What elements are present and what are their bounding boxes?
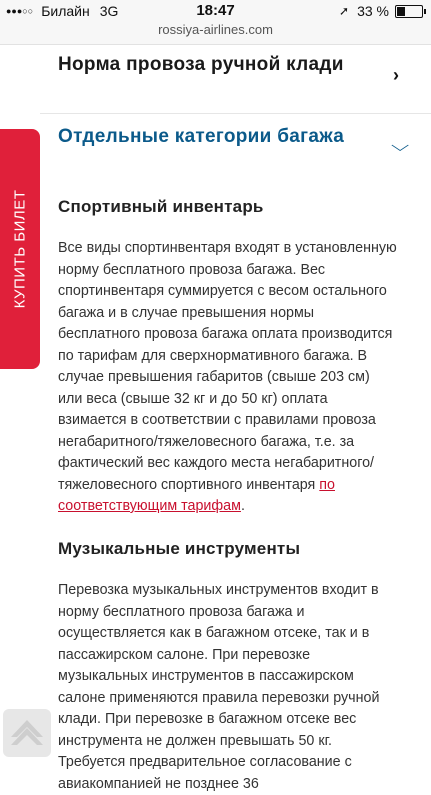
music-paragraph: Перевозка музыкальных инструментов входит в норму бесплатного провоза багажа и осуществляется как в багажном отсеке, так и в пассажирском салоне. При перевозке музыкальных инструментов в пассажирском салоне применяются правила перевозки ручной клади. При перевозке в багажном отсеке вес инструмента не должен превышать 50 кг. Требуется предварительное согласование с авиакомпанией не позднее 36: [58, 582, 380, 792]
accordion-title: Отдельные категории багажа: [58, 126, 345, 147]
section-title-music: Музыкальные инструменты: [58, 539, 301, 558]
scroll-to-top-button[interactable]: [3, 709, 51, 757]
url-text: rossiya-airlines.com: [158, 22, 273, 37]
buy-ticket-tab[interactable]: [0, 129, 40, 369]
sports-text: Все виды спортинвентаря входят в установленную норму бесплатного провоза багажа. Вес спортинвентаря суммируется с весом остального багажа и в случае превышения нормы бесплатного провоза багажа оплата производится по тарифам для сверхнормативного багажа. В случае превышения габаритов (свыше 203 см) или веса (свыше 32 кг и до 50 кг) оплата взимается в соответствии с правилами провоза негабаритного/тяжеловесного багажа, т.е. за фактический вес каждого места негабаритного/тяжеловесного спортивного инвентаря: [58, 240, 397, 493]
location-arrow-icon: ➚: [339, 4, 350, 18]
address-bar[interactable]: [0, 22, 431, 45]
network-type: 3G: [99, 3, 119, 19]
accordion-title: Норма провоза ручной клади: [58, 54, 344, 75]
carrier-name: Билайн: [41, 3, 90, 19]
tariffs-link[interactable]: по соответствующим тарифам: [58, 476, 335, 514]
sports-text-tail: .: [240, 498, 245, 514]
sports-paragraph: [58, 238, 398, 518]
signal-strength-icon: ●●●○○: [6, 6, 34, 16]
battery-percent: 33 %: [357, 3, 389, 19]
chevron-up-icon: [9, 717, 45, 747]
status-bar: [0, 0, 431, 22]
battery-icon: [395, 5, 423, 18]
buy-ticket-label: КУПИТЬ БИЛЕТ: [11, 189, 29, 309]
section-title-sports: Спортивный инвентарь: [58, 197, 264, 216]
accordion-hand-luggage[interactable]: [58, 53, 378, 77]
divider: [40, 113, 431, 114]
clock: 18:47: [196, 2, 235, 19]
chevron-down-icon[interactable]: ⌵: [390, 138, 410, 155]
chevron-right-icon[interactable]: ›: [393, 65, 399, 85]
accordion-baggage-categories[interactable]: [58, 125, 378, 149]
